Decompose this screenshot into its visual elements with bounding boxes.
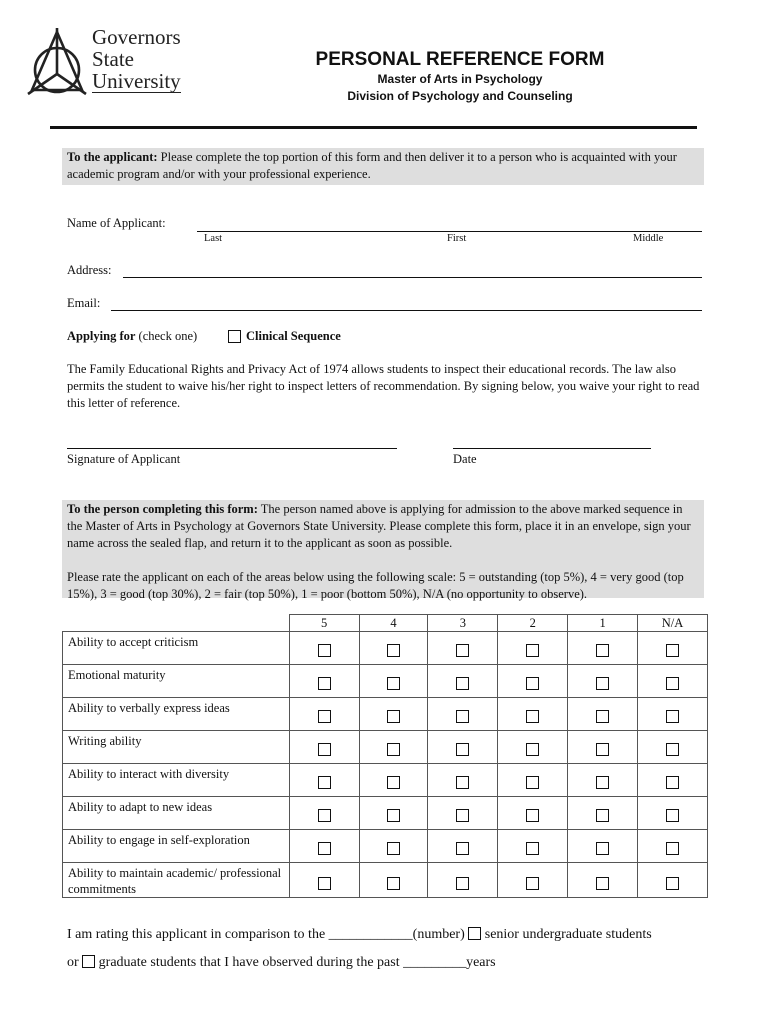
rating-cell bbox=[289, 863, 359, 898]
graduate-students-checkbox[interactable] bbox=[82, 955, 95, 968]
rating-checkbox[interactable] bbox=[526, 644, 539, 657]
rating-checkbox[interactable] bbox=[456, 809, 469, 822]
rating-checkbox[interactable] bbox=[666, 842, 679, 855]
rating-cell bbox=[289, 731, 359, 764]
rating-row bbox=[63, 863, 708, 898]
rating-cell bbox=[568, 863, 638, 898]
name-middle-caption: Middle bbox=[633, 233, 664, 244]
rating-row bbox=[63, 797, 708, 830]
form-title: PERSONAL REFERENCE FORM bbox=[315, 49, 605, 70]
rating-checkbox[interactable] bbox=[387, 743, 400, 756]
referee-instructions-text: The person named above is applying for admission to the above marked sequence in the Master of Arts in Psychology at Governors State University. Please complete this form, place it in an envelope, sign your name across the sealed flap, and return it to the applicant as soon as possible. bbox=[67, 502, 691, 550]
rating-cell bbox=[289, 830, 359, 863]
rating-cell bbox=[568, 797, 638, 830]
rating-row bbox=[63, 632, 708, 665]
rating-cell bbox=[428, 797, 498, 830]
rating-cell bbox=[638, 863, 708, 898]
rating-checkbox[interactable] bbox=[666, 644, 679, 657]
comparison-text-3: or bbox=[67, 955, 79, 970]
rating-cell bbox=[498, 863, 568, 898]
form-subtitle-program: Master of Arts in Psychology bbox=[377, 72, 543, 86]
address-field-line[interactable] bbox=[123, 277, 702, 278]
rating-row-label: Ability to maintain academic/ professional commitments bbox=[63, 863, 290, 898]
rating-checkbox[interactable] bbox=[387, 809, 400, 822]
rating-checkbox[interactable] bbox=[596, 644, 609, 657]
applicant-instructions-lead: To the applicant: bbox=[67, 150, 158, 164]
senior-undergrad-checkbox[interactable] bbox=[468, 927, 481, 940]
rating-checkbox[interactable] bbox=[666, 776, 679, 789]
rating-cell bbox=[568, 731, 638, 764]
rating-checkbox[interactable] bbox=[596, 677, 609, 690]
rating-cell bbox=[289, 797, 359, 830]
rating-row-label: Ability to adapt to new ideas bbox=[63, 797, 290, 830]
rating-checkbox[interactable] bbox=[596, 809, 609, 822]
comparison-line-2 bbox=[67, 955, 496, 971]
clinical-sequence-label: Clinical Sequence bbox=[246, 329, 341, 343]
rating-checkbox[interactable] bbox=[666, 710, 679, 723]
referee-instructions-lead: To the person completing this form: bbox=[67, 502, 258, 516]
rating-cell bbox=[359, 797, 428, 830]
rating-checkbox[interactable] bbox=[596, 776, 609, 789]
rating-table bbox=[62, 614, 708, 898]
rating-checkbox[interactable] bbox=[526, 710, 539, 723]
rating-checkbox[interactable] bbox=[596, 842, 609, 855]
rating-cell bbox=[638, 764, 708, 797]
rating-cell bbox=[568, 665, 638, 698]
rating-cell bbox=[638, 698, 708, 731]
email-label: Email: bbox=[67, 296, 101, 310]
rating-checkbox[interactable] bbox=[387, 776, 400, 789]
rating-cell bbox=[638, 731, 708, 764]
rating-row-label: Ability to accept criticism bbox=[63, 632, 290, 665]
applying-for-label: Applying for bbox=[67, 329, 136, 343]
form-subtitle-division: Division of Psychology and Counseling bbox=[347, 89, 573, 103]
rating-checkbox[interactable] bbox=[666, 877, 679, 890]
rating-cell bbox=[289, 665, 359, 698]
rating-checkbox[interactable] bbox=[666, 743, 679, 756]
comparison-text-1: I am rating this applicant in comparison to the ____________(number) bbox=[67, 927, 465, 942]
rating-checkbox[interactable] bbox=[526, 776, 539, 789]
rating-cell bbox=[359, 830, 428, 863]
rating-checkbox[interactable] bbox=[456, 776, 469, 789]
rating-col-2: 2 bbox=[498, 615, 568, 632]
rating-header-blank bbox=[63, 615, 290, 632]
rating-checkbox[interactable] bbox=[526, 842, 539, 855]
ferpa-notice: The Family Educational Rights and Privacy Act of 1974 allows students to inspect their educational records. The law also permits the student to waive his/her right to inspect letters of recommendation. By signing below, you waive your right to read this letter of reference. bbox=[67, 362, 700, 410]
rating-checkbox[interactable] bbox=[456, 743, 469, 756]
rating-cell bbox=[428, 731, 498, 764]
date-label: Date bbox=[453, 452, 477, 466]
rating-cell bbox=[359, 698, 428, 731]
rating-row bbox=[63, 665, 708, 698]
logo-line-state: State bbox=[92, 47, 134, 71]
rating-cell bbox=[568, 698, 638, 731]
rating-row-label: Ability to engage in self-exploration bbox=[63, 830, 290, 863]
rating-checkbox[interactable] bbox=[318, 644, 331, 657]
triangle-emblem-icon bbox=[22, 26, 92, 98]
rating-cell bbox=[428, 764, 498, 797]
rating-row-label: Emotional maturity bbox=[63, 665, 290, 698]
rating-checkbox[interactable] bbox=[318, 776, 331, 789]
applicant-instructions bbox=[62, 148, 704, 185]
rating-cell bbox=[359, 764, 428, 797]
rating-scale-text: Please rate the applicant on each of the areas below using the following scale: 5 = outstanding (top 5%), 4 = very good (top 15%), 3 = good (top 30%), 2 = fair (top 50%), 1 = poor (bottom 50%), N/A (no opportunity to observe). bbox=[67, 570, 684, 601]
referee-instructions bbox=[62, 500, 704, 601]
rating-cell bbox=[428, 665, 498, 698]
rating-checkbox[interactable] bbox=[456, 644, 469, 657]
rating-row bbox=[63, 731, 708, 764]
rating-row bbox=[63, 698, 708, 731]
rating-col-3: 3 bbox=[428, 615, 498, 632]
rating-checkbox[interactable] bbox=[526, 743, 539, 756]
address-label: Address: bbox=[67, 263, 112, 277]
rating-cell bbox=[498, 830, 568, 863]
rating-row-label: Ability to interact with diversity bbox=[63, 764, 290, 797]
signature-label: Signature of Applicant bbox=[67, 452, 181, 466]
rating-checkbox[interactable] bbox=[526, 677, 539, 690]
rating-cell bbox=[568, 830, 638, 863]
rating-row-label: Ability to verbally express ideas bbox=[63, 698, 290, 731]
date-line[interactable] bbox=[453, 448, 651, 449]
rating-cell bbox=[359, 665, 428, 698]
name-field-line[interactable] bbox=[197, 231, 702, 232]
rating-cell bbox=[638, 797, 708, 830]
comparison-text-2: senior undergraduate students bbox=[484, 927, 652, 942]
rating-checkbox[interactable] bbox=[526, 809, 539, 822]
rating-checkbox[interactable] bbox=[456, 877, 469, 890]
rating-cell bbox=[289, 698, 359, 731]
rating-header-row bbox=[63, 615, 708, 632]
rating-checkbox[interactable] bbox=[318, 743, 331, 756]
rating-row-label: Writing ability bbox=[63, 731, 290, 764]
rating-cell bbox=[638, 665, 708, 698]
name-label: Name of Applicant: bbox=[67, 216, 166, 230]
comparison-text-4: graduate students that I have observed during the past _________years bbox=[98, 955, 496, 970]
rating-cell bbox=[498, 632, 568, 665]
rating-checkbox[interactable] bbox=[596, 710, 609, 723]
rating-cell bbox=[638, 632, 708, 665]
rating-checkbox[interactable] bbox=[318, 677, 331, 690]
rating-col-4: 4 bbox=[359, 615, 428, 632]
name-first-caption: First bbox=[447, 233, 467, 244]
comparison-line-1 bbox=[67, 927, 652, 943]
rating-cell bbox=[428, 632, 498, 665]
rating-cell bbox=[359, 863, 428, 898]
header-divider bbox=[50, 126, 697, 129]
rating-col-na: N/A bbox=[638, 615, 708, 632]
rating-row bbox=[63, 830, 708, 863]
rating-checkbox[interactable] bbox=[387, 677, 400, 690]
rating-checkbox[interactable] bbox=[666, 677, 679, 690]
rating-cell bbox=[428, 830, 498, 863]
rating-cell bbox=[359, 632, 428, 665]
rating-col-5: 5 bbox=[289, 615, 359, 632]
rating-cell bbox=[498, 665, 568, 698]
rating-checkbox[interactable] bbox=[526, 877, 539, 890]
applying-for-row bbox=[67, 328, 197, 345]
university-logo bbox=[22, 26, 202, 98]
applicant-instructions-text: Please complete the top portion of this form and then deliver it to a person who is acquainted with your academic program and/or with your professional experience. bbox=[67, 150, 677, 181]
rating-checkbox[interactable] bbox=[456, 842, 469, 855]
rating-body bbox=[63, 632, 708, 898]
rating-checkbox[interactable] bbox=[318, 877, 331, 890]
rating-cell bbox=[498, 698, 568, 731]
rating-checkbox[interactable] bbox=[456, 677, 469, 690]
signature-line[interactable] bbox=[67, 448, 397, 449]
rating-row bbox=[63, 764, 708, 797]
email-field-line[interactable] bbox=[111, 310, 702, 311]
rating-cell bbox=[498, 797, 568, 830]
rating-cell bbox=[289, 764, 359, 797]
rating-cell bbox=[428, 863, 498, 898]
rating-cell bbox=[289, 632, 359, 665]
applying-for-hint: (check one) bbox=[138, 329, 198, 343]
rating-checkbox[interactable] bbox=[596, 877, 609, 890]
rating-cell bbox=[428, 698, 498, 731]
rating-checkbox[interactable] bbox=[318, 842, 331, 855]
rating-checkbox[interactable] bbox=[666, 809, 679, 822]
rating-cell bbox=[498, 731, 568, 764]
rating-checkbox[interactable] bbox=[387, 842, 400, 855]
rating-checkbox[interactable] bbox=[318, 710, 331, 723]
rating-cell bbox=[638, 830, 708, 863]
rating-checkbox[interactable] bbox=[318, 809, 331, 822]
rating-checkbox[interactable] bbox=[387, 710, 400, 723]
rating-cell bbox=[568, 764, 638, 797]
logo-line-governors: Governors bbox=[92, 25, 181, 49]
rating-checkbox[interactable] bbox=[596, 743, 609, 756]
rating-checkbox[interactable] bbox=[387, 644, 400, 657]
logo-line-university: University bbox=[92, 69, 181, 93]
rating-cell bbox=[498, 764, 568, 797]
rating-checkbox[interactable] bbox=[387, 877, 400, 890]
rating-checkbox[interactable] bbox=[456, 710, 469, 723]
rating-col-1: 1 bbox=[568, 615, 638, 632]
rating-cell bbox=[359, 731, 428, 764]
rating-cell bbox=[568, 632, 638, 665]
name-last-caption: Last bbox=[204, 233, 223, 244]
clinical-sequence-checkbox[interactable] bbox=[228, 330, 241, 343]
